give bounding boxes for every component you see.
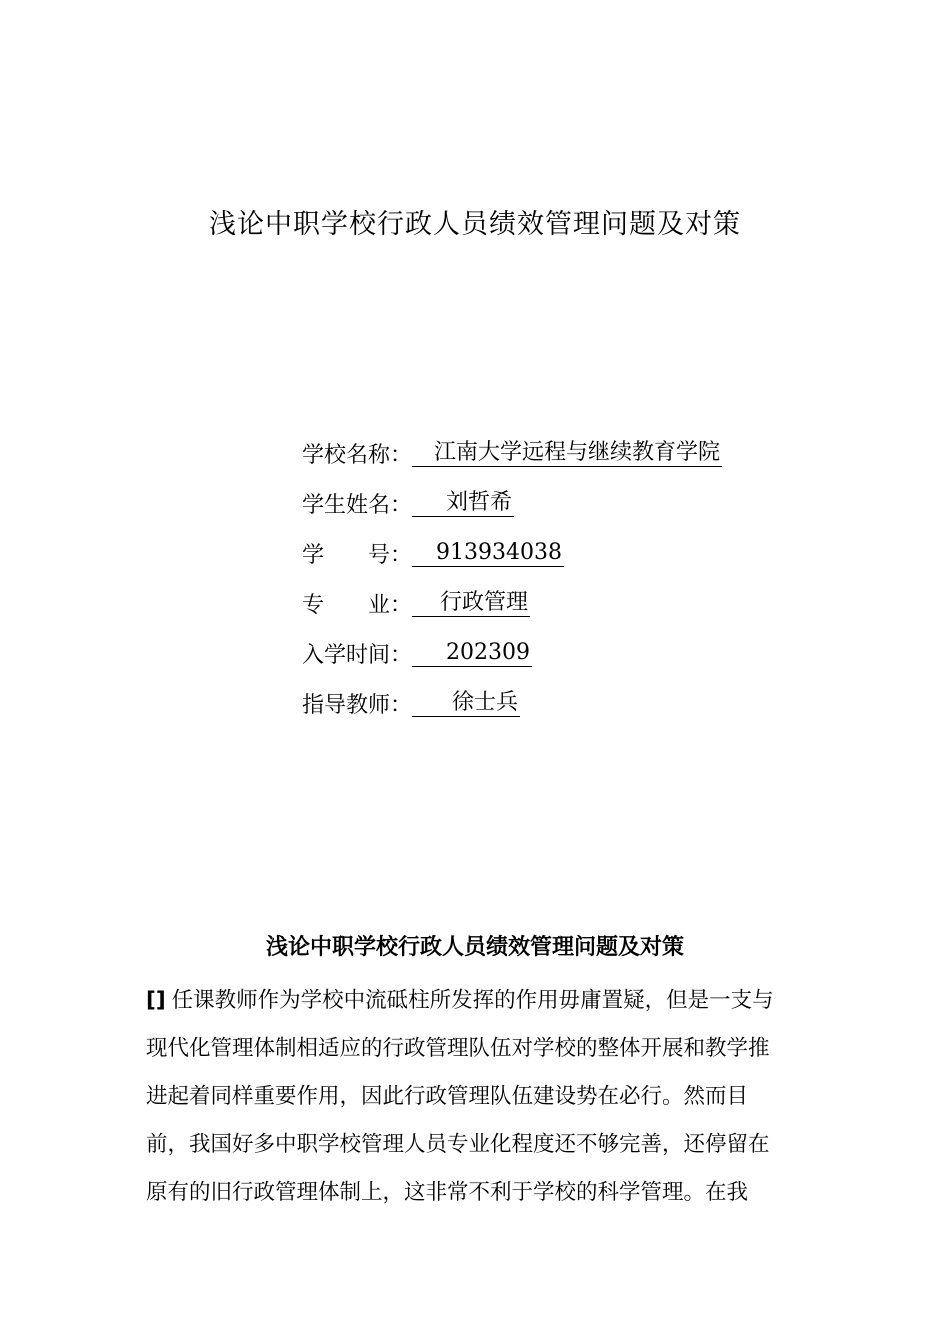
info-value-enroll-time: 202309 xyxy=(412,640,532,667)
info-label-major: 专 业： xyxy=(302,592,413,618)
body-line-1 xyxy=(146,977,806,1025)
info-row-student-id xyxy=(302,528,862,578)
info-label-school: 学校名称： xyxy=(302,442,413,468)
info-label-student-name: 学生姓名： xyxy=(302,492,413,518)
info-row-major xyxy=(302,578,862,628)
cover-title: 浅论中职学校行政人员绩效管理问题及对策 xyxy=(209,209,741,240)
body-paragraph xyxy=(146,977,806,1217)
info-value-school: 江南大学远程与继续教育学院 xyxy=(412,440,722,467)
info-row-advisor xyxy=(302,678,862,728)
info-value-major: 行政管理 xyxy=(412,590,530,617)
body-line-4: 前，我国好多中职学校管理人员专业化程度还不够完善，还停留在 xyxy=(146,1132,770,1157)
body-line-2: 现代化管理体制相适应的行政管理队伍对学校的整体开展和教学推 xyxy=(146,1036,770,1061)
bracket-marker-icon: [] xyxy=(146,988,166,1013)
info-row-school xyxy=(302,428,862,478)
info-label-enroll-time: 入学时间： xyxy=(302,642,413,668)
info-row-student-name xyxy=(302,478,862,528)
body-line-5: 原有的旧行政管理体制上，这非常不利于学校的科学管理。在我 xyxy=(146,1180,749,1205)
student-info-block xyxy=(302,428,862,728)
info-value-student-id: 913934038 xyxy=(412,540,564,567)
body-line-1-text: 任课教师作为学校中流砥柱所发挥的作用毋庸置疑，但是一支与 xyxy=(171,988,774,1013)
info-row-enroll-time xyxy=(302,628,862,678)
info-value-advisor: 徐士兵 xyxy=(412,690,520,717)
info-value-student-name: 刘哲希 xyxy=(412,490,514,517)
info-label-advisor: 指导教师： xyxy=(302,692,413,718)
body-title: 浅论中职学校行政人员绩效管理问题及对策 xyxy=(265,935,684,960)
body-line-3: 进起着同样重要作用，因此行政管理队伍建设势在必行。然而目 xyxy=(146,1084,749,1109)
info-label-student-id: 学 号： xyxy=(302,542,413,568)
